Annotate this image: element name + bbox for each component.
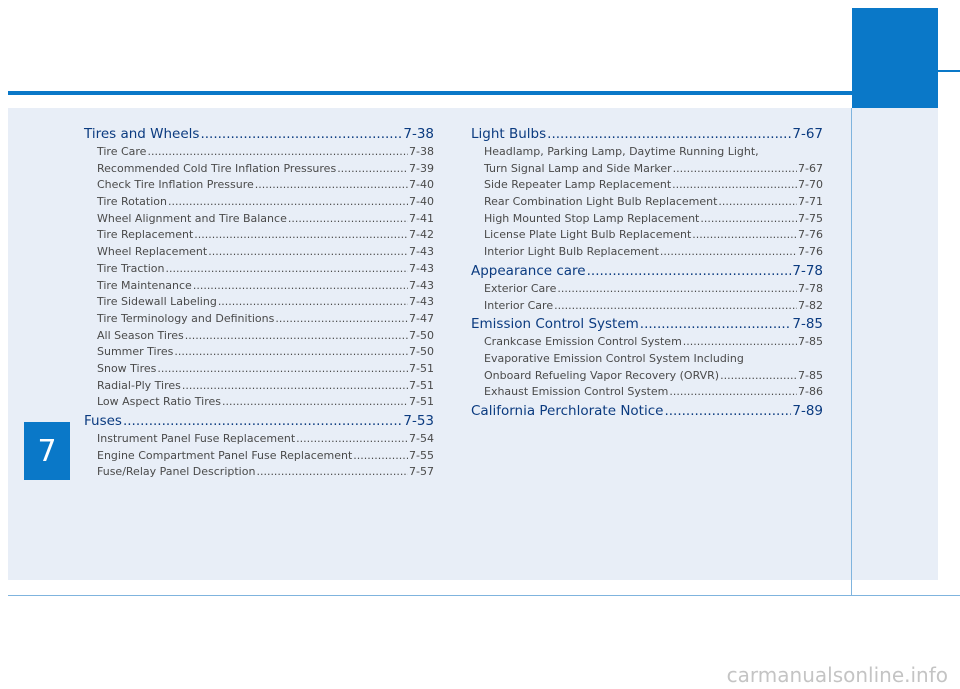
toc-entry-page: 7-43 <box>409 278 434 292</box>
toc-entry-page: 7-70 <box>798 178 823 192</box>
toc-section-emission-control-system[interactable] <box>471 314 823 334</box>
toc-entry-page: 7-71 <box>798 195 823 209</box>
toc-entry-title: Tire Care <box>97 145 147 158</box>
dot-leader <box>182 378 408 395</box>
toc-entry-page: 7-76 <box>798 228 823 242</box>
toc-entry-page: 7-85 <box>798 368 823 382</box>
dot-leader <box>337 161 408 178</box>
toc-entry-onboard-refueling-vapor-recovery-orvr[interactable] <box>484 368 823 385</box>
toc-section-fuses[interactable] <box>84 411 434 431</box>
toc-left-column <box>84 124 434 481</box>
toc-section-page: 7-53 <box>403 413 434 429</box>
dot-leader <box>193 278 408 295</box>
toc-entry-page: 7-55 <box>409 448 434 462</box>
toc-entry-page: 7-85 <box>798 335 823 349</box>
toc-entry-crankcase-emission-control-system[interactable] <box>484 334 823 351</box>
toc-entry-title: Wheel Alignment and Tire Balance <box>97 211 287 225</box>
toc-entry-title: Low Aspect Ratio Tires <box>97 395 221 409</box>
toc-entry-page: 7-47 <box>409 311 434 325</box>
toc-entry-title: High Mounted Stop Lamp Replacement <box>484 211 700 225</box>
toc-section-title: Emission Control System <box>471 316 639 333</box>
dot-leader <box>288 211 408 228</box>
chapter-tab[interactable]: 7 <box>24 422 70 480</box>
toc-entry-instrument-panel-fuse-replacement[interactable] <box>97 431 434 448</box>
toc-entry-page: 7-76 <box>798 245 823 259</box>
toc-entry-page: 7-43 <box>409 295 434 309</box>
toc-entry-tire-terminology-and-definitions[interactable] <box>97 311 434 328</box>
toc-entry-title: Instrument Panel Fuse Replacement <box>97 432 296 445</box>
dot-leader <box>157 361 408 378</box>
toc-entry-title: Side Repeater Lamp Replacement <box>484 178 672 192</box>
toc-entry-radial-ply-tires[interactable] <box>97 378 434 395</box>
dot-leader <box>673 161 797 178</box>
toc-section-title: California Perchlorate Notice <box>471 402 664 419</box>
toc-entry-engine-compartment-panel-fuse-replacement[interactable] <box>97 448 434 465</box>
top-rule <box>8 91 938 95</box>
toc-section-title: Fuses <box>84 413 122 429</box>
dot-leader <box>275 311 408 328</box>
dot-leader <box>123 411 402 431</box>
toc-entry-title: Tire Rotation <box>97 195 167 209</box>
toc-entry-tire-sidewall-labeling[interactable] <box>97 294 434 311</box>
toc-entry-page: 7-57 <box>409 465 434 479</box>
dot-leader <box>640 314 792 334</box>
toc-entry-page: 7-50 <box>409 328 434 342</box>
toc-section-light-bulbs[interactable] <box>471 124 823 144</box>
dot-leader <box>296 431 408 448</box>
toc-section-page: 7-89 <box>792 402 823 419</box>
toc-entry-page: 7-82 <box>798 298 823 312</box>
side-divider <box>851 108 852 595</box>
toc-entry-tire-replacement[interactable] <box>97 227 434 244</box>
toc-entry-rear-combination-light-bulb-replacement[interactable] <box>484 194 823 211</box>
dot-leader <box>700 211 797 228</box>
toc-entry-tire-maintenance[interactable] <box>97 278 434 295</box>
toc-entry-page: 7-38 <box>409 145 434 158</box>
toc-entry-side-repeater-lamp-replacement[interactable] <box>484 177 823 194</box>
toc-section-california-perchlorate-notice[interactable] <box>471 401 823 421</box>
toc-section-page: 7-38 <box>403 126 434 142</box>
toc-entry-lead: Evaporative Emission Control System Including <box>484 351 744 365</box>
toc-entry-tire-traction[interactable] <box>97 261 434 278</box>
toc-entry-lead: Headlamp, Parking Lamp, Daytime Running Light, <box>484 145 759 158</box>
toc-section-page: 7-85 <box>792 316 823 333</box>
dot-leader <box>174 344 408 361</box>
toc-entry-exhaust-emission-control-system[interactable] <box>484 384 823 401</box>
toc-entry-title: All Season Tires <box>97 328 184 342</box>
toc-entry-page: 7-51 <box>409 395 434 409</box>
dot-leader <box>222 394 408 411</box>
dot-leader <box>672 177 797 194</box>
toc-entry-title: Tire Sidewall Labeling <box>97 295 217 309</box>
dot-leader <box>353 448 408 465</box>
toc-entry-page: 7-54 <box>409 432 434 445</box>
toc-entry-page: 7-50 <box>409 345 434 359</box>
toc-section-title: Light Bulbs <box>471 126 547 142</box>
toc-entry-page: 7-41 <box>409 211 434 225</box>
toc-entry-title: License Plate Light Bulb Replacement <box>484 228 692 242</box>
toc-entry-page: 7-78 <box>798 281 823 295</box>
dot-leader <box>255 177 408 194</box>
dot-leader <box>208 244 408 261</box>
toc-entry-page: 7-75 <box>798 211 823 225</box>
dot-leader <box>256 464 408 481</box>
toc-entry-title: Exhaust Emission Control System <box>484 385 669 399</box>
toc-entry-title: Interior Light Bulb Replacement <box>484 245 659 259</box>
dot-leader <box>168 194 408 211</box>
toc-entry-title: Wheel Replacement <box>97 245 208 259</box>
toc-entry-title: Radial-Ply Tires <box>97 378 181 392</box>
dot-leader <box>557 281 797 298</box>
top-rule-right <box>938 70 960 72</box>
toc-entry-page: 7-40 <box>409 178 434 192</box>
toc-entry-interior-care[interactable] <box>484 298 823 315</box>
dot-leader <box>200 124 402 144</box>
toc-right-column <box>471 124 823 421</box>
toc-entry-page: 7-42 <box>409 228 434 242</box>
toc-entry-tire-care[interactable] <box>97 144 434 161</box>
toc-entry-snow-tires[interactable] <box>97 361 434 378</box>
toc-entry-exterior-care[interactable] <box>484 281 823 298</box>
toc-entry-wheel-replacement[interactable] <box>97 244 434 261</box>
toc-section-page: 7-67 <box>792 126 823 142</box>
toc-entry-fuse-relay-panel-description[interactable] <box>97 464 434 481</box>
dot-leader <box>720 368 797 385</box>
toc-entry-high-mounted-stop-lamp-replacement[interactable] <box>484 211 823 228</box>
toc-entry-title: Check Tire Inflation Pressure <box>97 178 254 192</box>
toc-entry-low-aspect-ratio-tires[interactable] <box>97 394 434 411</box>
toc-entry-page: 7-43 <box>409 245 434 259</box>
toc-section-tires-and-wheels[interactable] <box>84 124 434 144</box>
toc-entry-title: Tire Traction <box>97 261 165 275</box>
toc-entry-title: Onboard Refueling Vapor Recovery (ORVR) <box>484 368 720 382</box>
toc-section-appearance-care[interactable] <box>471 261 823 281</box>
toc-entry-check-tire-inflation-pressure[interactable] <box>97 177 434 194</box>
toc-entry-title: Summer Tires <box>97 345 174 359</box>
dot-leader <box>587 261 792 281</box>
dot-leader <box>692 227 797 244</box>
toc-section-title: Tires and Wheels <box>84 126 200 142</box>
dot-leader <box>194 227 408 244</box>
toc-entry-turn-signal-lamp-and-side-marker[interactable] <box>484 161 823 178</box>
dot-leader <box>554 298 797 315</box>
dot-leader <box>718 194 797 211</box>
toc-entry-title: Turn Signal Lamp and Side Marker <box>484 161 672 175</box>
toc-entry-tire-rotation[interactable] <box>97 194 434 211</box>
toc-entry-all-season-tires[interactable] <box>97 328 434 345</box>
dot-leader <box>547 124 791 144</box>
toc-entry-title: Exterior Care <box>484 281 557 295</box>
toc-entry-wheel-alignment-and-tire-balance[interactable] <box>97 211 434 228</box>
toc-entry-title: Interior Care <box>484 298 554 312</box>
toc-entry-page: 7-86 <box>798 385 823 399</box>
toc-entry-page: 7-67 <box>798 161 823 175</box>
toc-entry-recommended-cold-tire-inflation-pressures[interactable] <box>97 161 434 178</box>
toc-entry-title: Rear Combination Light Bulb Replacement <box>484 195 718 209</box>
toc-entry-page: 7-40 <box>409 195 434 209</box>
toc-entry-title: Tire Maintenance <box>97 278 192 292</box>
toc-entry-title: Fuse/Relay Panel Description <box>97 465 256 479</box>
chapter-corner-block <box>852 8 938 108</box>
toc-entry-page: 7-51 <box>409 361 434 375</box>
toc-entry-title: Recommended Cold Tire Inflation Pressures <box>97 161 337 175</box>
toc-entry-interior-light-bulb-replacement[interactable] <box>484 244 823 261</box>
toc-section-title: Appearance care <box>471 262 586 279</box>
toc-entry-page: 7-39 <box>409 161 434 175</box>
watermark: carmanualsonline.info <box>726 663 948 687</box>
dot-leader <box>664 401 791 421</box>
dot-leader <box>165 261 408 278</box>
dot-leader <box>147 144 408 161</box>
dot-leader <box>660 244 797 261</box>
toc-entry-title: Tire Terminology and Definitions <box>97 311 275 325</box>
toc-entry-title: Snow Tires <box>97 361 157 375</box>
toc-entry-page: 7-51 <box>409 378 434 392</box>
dot-leader <box>683 334 797 351</box>
toc-section-page: 7-78 <box>792 262 823 279</box>
dot-leader <box>669 384 797 401</box>
dot-leader <box>185 328 408 345</box>
toc-entry-title: Crankcase Emission Control System <box>484 335 682 349</box>
bottom-rule <box>8 595 960 596</box>
toc-entry-summer-tires[interactable] <box>97 344 434 361</box>
toc-entry-license-plate-light-bulb-replacement[interactable] <box>484 227 823 244</box>
dot-leader <box>218 294 408 311</box>
toc-entry-title: Tire Replacement <box>97 228 194 242</box>
toc-entry-title: Engine Compartment Panel Fuse Replacement <box>97 448 353 462</box>
toc-entry-page: 7-43 <box>409 261 434 275</box>
